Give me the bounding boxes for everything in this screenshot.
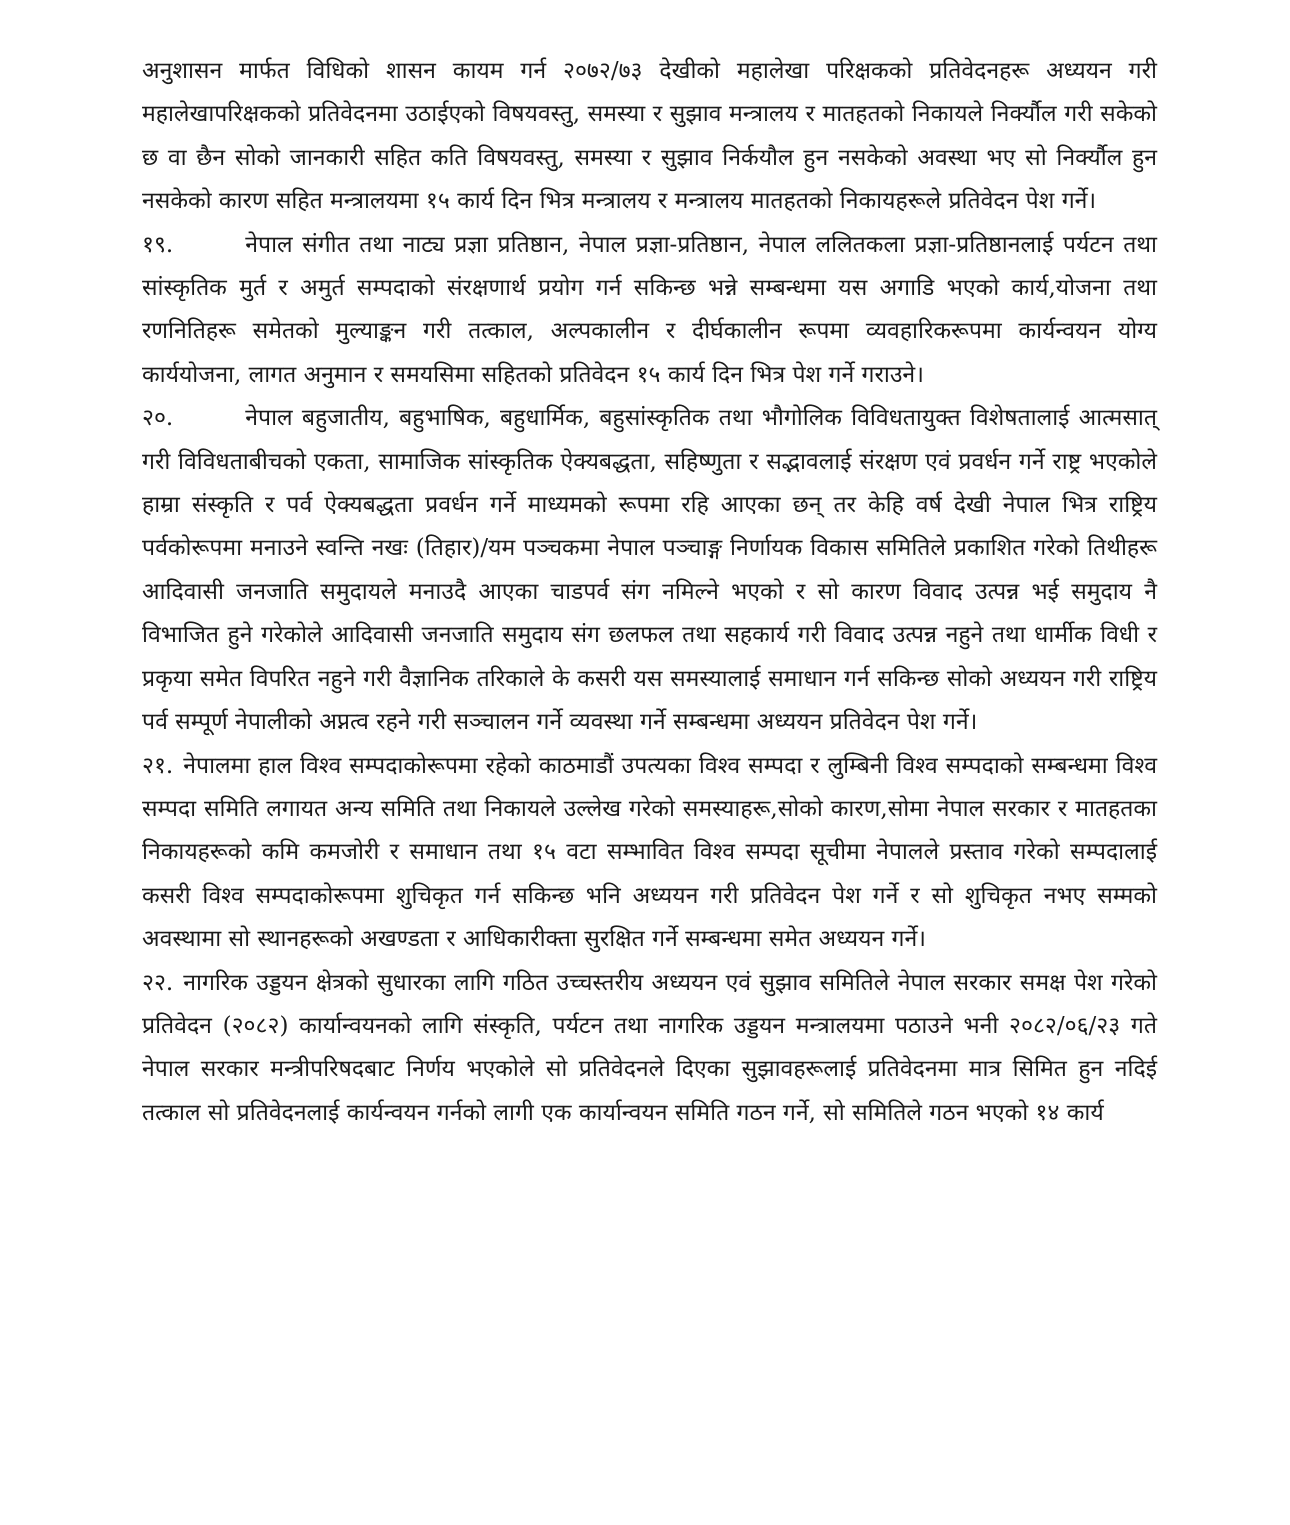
paragraph-item-20 — [142, 397, 1157, 744]
paragraph-text: नागरिक उड्डयन क्षेत्रको सुधारका लागि गठित उच्चस्तरीय अध्ययन एवं सुझाव समितिले नेपाल सरकार समक्ष पेश गरेको प्रतिवेदन (२०८२) कार्यान्वयनको लागि संस्कृति, पर्यटन तथा नागरिक उड्डयन मन्त्रालयमा पठाउने भनी २०८२/०६/२३ गते नेपाल सरकार मन्त्रीपरिषदबाट निर्णय भएकोले सो प्रतिवेदनले दिएका सुझावहरूलाई प्रतिवेदनमा मात्र सिमित हुन नदिई तत्काल सो प्रतिवेदनलाई कार्यन्वयन गर्नको लागी एक कार्यान्वयन समिति गठन गर्ने, सो समितिले गठन भएको १४ कार्य — [142, 969, 1157, 1126]
paragraph-item-19 — [142, 224, 1157, 398]
paragraph-item-22 — [142, 962, 1157, 1136]
paragraph-text: अनुशासन मार्फत विधिको शासन कायम गर्न २०७२/७३ देखीको महालेखा परिक्षकको प्रतिवेदनहरू अध्ययन गरी महालेखापरिक्षकको प्रतिवेदनमा उठाईएको विषयवस्तु, समस्या र सुझाव मन्त्रालय र मातहतको निकायले निर्क्यौल गरी सकेको छ वा छैन सोको जानकारी सहित कति विषयवस्तु, समस्या र सुझाव निर्कयौल हुन नसकेको अवस्था भए सो निर्क्यौल हुन नसकेको कारण सहित मन्त्रालयमा १५ कार्य दिन भित्र मन्त्रालय र मन्त्रालय मातहतको निकायहरूले प्रतिवेदन पेश गर्ने। — [142, 58, 1157, 215]
item-number: १९. — [142, 231, 174, 258]
paragraph-text: नेपाल संगीत तथा नाट्य प्रज्ञा प्रतिष्ठान, नेपाल प्रज्ञा-प्रतिष्ठान, नेपाल ललितकला प्रज्ञा-प्रतिष्ठानलाई पर्यटन तथा सांस्कृतिक मुर्त र अमुर्त सम्पदाको संरक्षणार्थ प्रयोग गर्न सकिन्छ भन्ने सम्बन्धमा यस अगाडि भएको कार्य,योजना तथा रणनितिहरू समेतको मुल्याङ्कन गरी तत्काल, अल्पकालीन र दीर्घकालीन रूपमा व्यवहारिकरूपमा कार्यन्वयन योग्य कार्ययोजना, लागत अनुमान र समयसिमा सहितको प्रतिवेदन १५ कार्य दिन भित्र पेश गर्ने गराउने। — [142, 231, 1157, 388]
item-number: २०. — [142, 405, 174, 432]
paragraph-text: नेपालमा हाल विश्व सम्पदाकोरूपमा रहेको काठमाडौं उपत्यका विश्व सम्पदा र लुम्बिनी विश्व सम्पदाको सम्बन्धमा विश्व सम्पदा समिति लगायत अन्य समिति तथा निकायले उल्लेख गरेको समस्याहरू,सोको कारण,सोमा नेपाल सरकार र मातहतका निकायहरूको कमि कमजोरी र समाधान तथा १५ वटा सम्भावित विश्व सम्पदा सूचीमा नेपालले प्रस्ताव गरेको सम्पदालाई कसरी विश्व सम्पदाकोरूपमा शुचिकृत गर्न सकिन्छ भनि अध्ययन गरी प्रतिवेदन पेश गर्ने र सो शुचिकृत नभए सम्मको अवस्थामा सो स्थानहरूको अखण्डता र आधिकारीक्ता सुरक्षित गर्ने सम्बन्धमा समेत अध्ययन गर्ने। — [142, 752, 1157, 953]
paragraph-text: नेपाल बहुजातीय, बहुभाषिक, बहुधार्मिक, बहुसांस्कृतिक तथा भौगोलिक विविधतायुक्त विशेषतालाई आत्मसात् गरी विविधताबीचको एकता, सामाजिक सांस्कृतिक ऐक्यबद्धता, सहिष्णुता र सद्भावलाई संरक्षण एवं प्रवर्धन गर्ने राष्ट्र भएकोले हाम्रा संस्कृति र पर्व ऐक्यबद्धता प्रवर्धन गर्ने माध्यमको रूपमा रहि आएका छन् तर केहि वर्ष देखी नेपाल भित्र राष्ट्रिय पर्वकोरूपमा मनाउने स्वन्ति नखः (तिहार)/यम पञ्चकमा नेपाल पञ्चाङ्ग निर्णायक विकास समितिले प्रकाशित गरेको तिथीहरू आदिवासी जनजाति समुदायले मनाउदै आएका चाडपर्व संग नमिल्ने भएको र सो कारण विवाद उत्पन्न भई समुदाय नै विभाजित हुने गरेकोले आदिवासी जनजाति समुदाय संग छलफल तथा सहकार्य गरी विवाद उत्पन्न नहुने तथा धार्मीक विधी र प्रकृया समेत विपरित नहुने गरी वैज्ञानिक तरिकाले के कसरी यस समस्यालाई समाधान गर्न सकिन्छ सोको अध्ययन गरी राष्ट्रिय पर्व सम्पूर्ण नेपालीको अप्नत्व रहने गरी सञ्चालन गर्ने व्यवस्था गर्ने सम्बन्धमा अध्ययन प्रतिवेदन पेश गर्ने। — [142, 405, 1157, 736]
paragraph-item-21 — [142, 745, 1157, 962]
document-body — [142, 50, 1157, 1135]
item-number: २२. — [142, 969, 174, 996]
paragraph-continuation — [142, 50, 1157, 224]
item-number: २१. — [142, 752, 174, 779]
